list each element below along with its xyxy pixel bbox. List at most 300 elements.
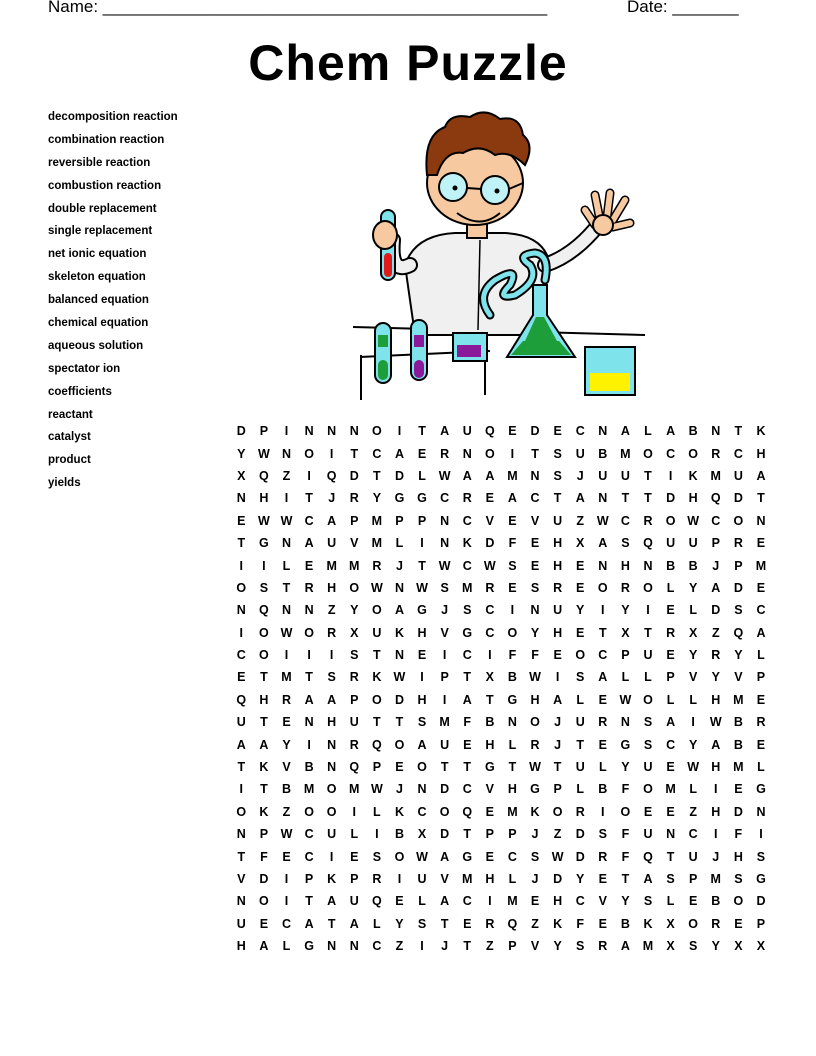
word-list-item: aqueous solution [48, 339, 144, 352]
grid-cell: U [643, 760, 653, 775]
grid-cell: T [508, 760, 517, 775]
grid-cell: C [304, 849, 314, 864]
grid-cell: D [485, 536, 495, 551]
grid-cell: H [236, 939, 246, 954]
grid-cell: C [462, 648, 472, 663]
grid-cell: V [237, 872, 246, 886]
grid-cell: T [440, 760, 449, 775]
grid-cell: T [463, 670, 472, 685]
grid-cell: Z [486, 939, 494, 954]
grid-cell: A [259, 939, 269, 954]
grid-cell: P [711, 536, 720, 551]
grid-cell: A [575, 491, 585, 506]
grid-cell: O [688, 446, 699, 461]
grid-cell: A [236, 737, 246, 752]
grid-cell: B [711, 894, 721, 909]
grid-cell: J [441, 603, 449, 618]
grid-cell: S [259, 580, 269, 595]
grid-cell: K [372, 670, 382, 685]
word-list-item: skeleton equation [48, 271, 146, 284]
grid-cell: Y [689, 737, 698, 752]
grid-cell: T [644, 625, 652, 640]
grid-cell: L [757, 648, 765, 663]
grid-cell: L [508, 737, 517, 752]
grid-cell: C [733, 446, 743, 461]
grid-cell: P [756, 916, 766, 931]
grid-cell: N [327, 760, 337, 775]
grid-cell: Z [282, 468, 291, 483]
grid-cell: W [280, 513, 293, 528]
grid-cell: A [327, 894, 337, 909]
grid-cell: I [397, 872, 402, 886]
grid-cell: T [644, 491, 652, 506]
grid-cell: E [756, 737, 766, 752]
grid-cell: N [281, 446, 291, 461]
word-list-item: catalyst [48, 431, 91, 444]
grid-cell: Y [621, 894, 630, 909]
grid-cell: T [327, 916, 336, 931]
grid-cell: D [756, 894, 766, 909]
grid-cell: E [237, 670, 246, 685]
grid-cell: C [620, 513, 630, 528]
grid-cell: E [395, 894, 404, 909]
grid-cell: M [733, 692, 744, 707]
grid-cell: M [349, 558, 360, 573]
grid-cell: S [666, 872, 675, 886]
grid-cell: A [620, 424, 630, 439]
grid-cell: U [236, 916, 246, 931]
grid-row [230, 644, 772, 666]
grid-cell: H [733, 849, 743, 864]
grid-cell: I [646, 603, 650, 618]
grid-cell: E [485, 849, 494, 864]
grid-cell: C [688, 827, 698, 842]
grid-cell: T [305, 670, 313, 685]
grid-cell: L [282, 558, 291, 573]
grid-cell: Y [395, 916, 404, 931]
grid-cell: Z [327, 603, 336, 618]
grid-cell: S [576, 670, 585, 685]
grid-cell: R [620, 580, 630, 595]
grid-cell: I [284, 872, 289, 886]
grid-cell: Y [576, 872, 585, 886]
grid-cell: X [621, 625, 630, 640]
grid-cell: D [666, 491, 676, 506]
grid-cell: D [440, 782, 450, 797]
grid-cell: I [307, 648, 311, 663]
grid-cell: M [281, 670, 292, 685]
grid-cell: A [440, 894, 450, 909]
grid-cell: G [417, 603, 427, 618]
grid-cell: N [530, 603, 540, 618]
grid-cell: C [304, 513, 314, 528]
grid-cell: T [531, 446, 539, 461]
grid-cell: D [733, 491, 743, 506]
grid-cell: F [734, 827, 743, 842]
grid-cell: G [462, 849, 473, 864]
grid-cell: C [462, 513, 472, 528]
grid-cell: P [666, 670, 675, 685]
grid-cell: H [327, 580, 337, 595]
grid-cell: C [485, 625, 495, 640]
grid-cell: N [304, 424, 314, 439]
grid-cell: C [575, 894, 585, 909]
grid-cell: O [439, 804, 450, 819]
grid-cell: T [463, 760, 472, 775]
grid-cell: N [530, 468, 540, 483]
grid-cell: J [328, 491, 336, 506]
grid-cell: R [598, 849, 608, 864]
grid-cell: Q [349, 760, 360, 775]
grid-cell: L [757, 760, 765, 775]
grid-cell: J [554, 715, 562, 730]
grid-cell: H [507, 782, 517, 797]
grid-cell: Z [576, 513, 585, 528]
grid-cell: N [236, 894, 246, 909]
grid-cell: R [711, 446, 721, 461]
grid-cell: G [259, 536, 269, 551]
grid-cell: Q [507, 916, 518, 931]
grid-cell: E [508, 513, 517, 528]
grid-cell: Z [282, 804, 291, 819]
grid-cell: O [236, 804, 247, 819]
grid-cell: P [508, 827, 517, 842]
grid-cell: E [463, 916, 472, 931]
grid-cell: Q [236, 692, 247, 707]
grid-cell: T [418, 558, 426, 573]
grid-cell: E [598, 872, 607, 886]
grid-cell: M [733, 760, 744, 775]
grid-cell: A [666, 715, 676, 730]
grid-cell: B [304, 760, 314, 775]
grid-cell: O [304, 446, 314, 461]
grid-cell: P [553, 782, 562, 797]
grid-cell: I [488, 894, 492, 909]
grid-cell: J [554, 737, 562, 752]
grid-row [230, 510, 772, 532]
grid-cell: O [620, 804, 631, 819]
grid-cell: A [666, 424, 676, 439]
grid-cell: L [576, 692, 585, 707]
grid-cell: N [507, 715, 517, 730]
grid-cell: O [326, 782, 337, 797]
grid-cell: C [575, 424, 585, 439]
grid-cell: G [394, 491, 405, 506]
grid-cell: A [485, 468, 495, 483]
grid-cell: X [485, 670, 494, 685]
grid-cell: E [553, 648, 562, 663]
grid-cell: S [643, 715, 653, 730]
grid-cell: N [711, 424, 721, 439]
grid-cell: W [709, 715, 722, 730]
grid-cell: N [281, 603, 291, 618]
grid-cell: I [442, 648, 447, 663]
grid-cell: O [552, 804, 563, 819]
grid-cell: J [531, 827, 539, 842]
grid-cell: E [259, 916, 269, 931]
grid-cell: X [237, 468, 246, 483]
grid-cell: C [462, 894, 472, 909]
grid-cell: N [598, 424, 608, 439]
grid-cell: M [507, 468, 518, 483]
grid-cell: I [284, 648, 289, 663]
grid-cell: A [304, 536, 314, 551]
grid-cell: G [417, 491, 427, 506]
grid-cell: O [371, 424, 382, 439]
grid-cell: Z [531, 916, 539, 931]
grid-cell: Y [282, 737, 291, 752]
grid-cell: E [282, 849, 291, 864]
word-list-item: single replacement [48, 225, 153, 238]
grid-cell: A [620, 939, 630, 954]
grid-cell: P [350, 513, 359, 528]
grid-cell: S [530, 849, 540, 864]
grid-cell: E [666, 804, 675, 819]
grid-cell: S [508, 558, 517, 573]
grid-cell: J [441, 939, 449, 954]
grid-cell: D [575, 849, 585, 864]
grid-cell: B [666, 558, 676, 573]
grid-cell: H [756, 446, 766, 461]
grid-cell: M [371, 536, 383, 551]
grid-cell: U [553, 513, 563, 528]
grid-cell: O [643, 692, 653, 707]
grid-cell: T [486, 692, 494, 707]
grid-cell: I [668, 468, 673, 483]
grid-cell: H [259, 692, 269, 707]
grid-cell: R [598, 939, 608, 954]
grid-cell: Y [372, 491, 382, 506]
grid-row [230, 487, 772, 509]
grid-cell: T [260, 670, 268, 685]
grid-cell: E [756, 536, 766, 551]
grid-cell: B [688, 558, 698, 573]
grid-cell: U [575, 760, 585, 775]
grid-cell: C [507, 849, 517, 864]
grid-cell: W [416, 580, 428, 595]
grid-cell: D [259, 872, 269, 886]
grid-cell: K [394, 625, 404, 640]
grid-cell: P [508, 939, 517, 954]
grid-cell: U [462, 424, 472, 439]
grid-cell: T [237, 849, 246, 864]
grid-cell: S [350, 648, 359, 663]
grid-cell: W [257, 446, 270, 461]
scientist-illustration [345, 105, 665, 405]
grid-cell: A [440, 849, 450, 864]
grid-cell: E [530, 558, 540, 573]
grid-cell: Q [259, 468, 269, 483]
grid-cell: M [462, 872, 473, 886]
grid-cell: R [666, 625, 676, 640]
grid-cell: H [485, 872, 495, 886]
grid-cell: W [596, 513, 609, 528]
grid-cell: E [508, 580, 517, 595]
grid-row [230, 711, 772, 733]
grid-cell: I [601, 804, 605, 819]
grid-cell: T [418, 424, 426, 439]
grid-cell: P [689, 872, 698, 886]
grid-cell: E [643, 804, 653, 819]
word-list-item: coefficients [48, 385, 112, 398]
grid-cell: K [756, 424, 766, 439]
grid-cell: Y [689, 580, 698, 595]
grid-cell: K [553, 916, 563, 931]
grid-cell: S [756, 849, 766, 864]
grid-cell: C [711, 513, 721, 528]
grid-cell: N [349, 939, 359, 954]
grid-cell: Q [733, 625, 744, 640]
grid-cell: H [553, 536, 563, 551]
grid-cell: K [259, 804, 269, 819]
grid-cell: I [284, 491, 289, 506]
grid-cell: R [462, 491, 472, 506]
grid-cell: S [643, 737, 653, 752]
grid-cell: G [756, 872, 766, 886]
grid-cell: M [303, 782, 315, 797]
grid-cell: I [691, 715, 695, 730]
grid-cell: T [373, 468, 381, 483]
date-field-line: Date: _______ [627, 0, 739, 16]
grid-cell: O [643, 446, 653, 461]
grid-cell: O [733, 894, 744, 909]
grid-cell: E [304, 558, 314, 573]
word-list-item: chemical equation [48, 317, 149, 330]
grid-cell: B [620, 916, 630, 931]
grid-cell: S [417, 715, 427, 730]
grid-cell: T [305, 491, 313, 506]
grid-cell: U [327, 536, 337, 551]
grid-cell: E [350, 849, 359, 864]
grid-cell: O [326, 804, 337, 819]
grid-cell: A [598, 536, 608, 551]
grid-cell: N [281, 536, 291, 551]
grid-cell: C [372, 939, 382, 954]
grid-cell: B [394, 827, 404, 842]
grid-cell: Y [237, 446, 246, 461]
grid-cell: S [327, 670, 336, 685]
grid-cell: E [689, 894, 698, 909]
grid-cell: P [440, 670, 449, 685]
grid-row [230, 733, 772, 755]
grid-cell: P [350, 692, 359, 707]
grid-cell: M [710, 468, 721, 483]
grid-cell: N [598, 491, 608, 506]
grid-cell: O [349, 580, 360, 595]
grid-row [230, 622, 772, 644]
grid-cell: W [687, 760, 700, 775]
grid-cell: S [530, 580, 540, 595]
grid-cell: Q [643, 849, 653, 864]
grid-cell: M [620, 446, 631, 461]
word-list-item: decomposition reaction [48, 111, 178, 123]
grid-cell: C [666, 446, 676, 461]
grid-cell: T [395, 715, 404, 730]
grid-cell: I [555, 670, 560, 685]
grid-cell: R [643, 513, 653, 528]
grid-cell: O [394, 849, 405, 864]
grid-cell: J [531, 872, 539, 886]
grid-cell: K [530, 804, 540, 819]
grid-cell: E [417, 446, 427, 461]
grid-cell: H [711, 692, 721, 707]
grid-cell: T [757, 491, 765, 506]
grid-cell: A [259, 737, 269, 752]
grid-cell: T [666, 849, 675, 864]
grid-cell: B [733, 715, 743, 730]
grid-cell: U [372, 625, 382, 640]
grid-row [230, 823, 772, 845]
grid-cell: P [734, 558, 743, 573]
grid-cell: L [666, 894, 675, 909]
grid-cell: K [688, 468, 698, 483]
grid-cell: O [575, 648, 586, 663]
grid-cell: A [304, 692, 314, 707]
grid-cell: U [327, 827, 337, 842]
grid-cell: A [394, 446, 404, 461]
grid-cell: T [463, 827, 472, 842]
grid-cell: S [553, 468, 562, 483]
grid-cell: I [510, 446, 515, 461]
grid-cell: M [462, 580, 473, 595]
grid-cell: Q [326, 468, 337, 483]
grid-cell: I [397, 424, 402, 439]
grid-cell: O [733, 513, 744, 528]
grid-cell: A [462, 692, 472, 707]
grid-cell: O [507, 625, 518, 640]
grid-cell: Y [350, 603, 359, 618]
grid-cell: G [462, 625, 473, 640]
grid-cell: E [282, 715, 291, 730]
grid-cell: I [329, 849, 334, 864]
grid-cell: V [530, 513, 540, 528]
grid-cell: H [711, 804, 721, 819]
grid-cell: T [237, 760, 246, 775]
grid-cell: D [733, 580, 743, 595]
grid-cell: U [598, 468, 608, 483]
grid-cell: N [394, 648, 404, 663]
grid-cell: P [304, 872, 314, 886]
grid-row [230, 689, 772, 711]
grid-cell: A [462, 468, 472, 483]
grid-cell: N [643, 558, 653, 573]
grid-cell: X [756, 939, 766, 954]
grid-cell: R [327, 625, 337, 640]
grid-cell: V [734, 670, 743, 685]
grid-cell: T [621, 491, 630, 506]
grid-cell: M [349, 782, 360, 797]
grid-cell: W [416, 849, 428, 864]
name-field-line: Name: _______________________________________________ [48, 0, 548, 16]
grid-cell: C [530, 491, 540, 506]
grid-cell: A [349, 916, 359, 931]
grid-cell: Y [711, 670, 720, 685]
grid-cell: C [372, 446, 382, 461]
grid-cell: R [553, 580, 563, 595]
grid-cell: I [329, 648, 334, 663]
grid-cell: O [371, 692, 382, 707]
grid-cell: U [417, 872, 427, 886]
grid-cell: I [601, 603, 605, 618]
grid-cell: S [417, 916, 427, 931]
grid-cell: I [488, 648, 492, 663]
grid-cell: T [553, 760, 562, 775]
grid-cell: D [349, 468, 359, 483]
grid-cell: A [711, 580, 721, 595]
grid-cell: E [666, 760, 675, 775]
grid-cell: X [666, 939, 675, 954]
grid-cell: E [576, 558, 585, 573]
